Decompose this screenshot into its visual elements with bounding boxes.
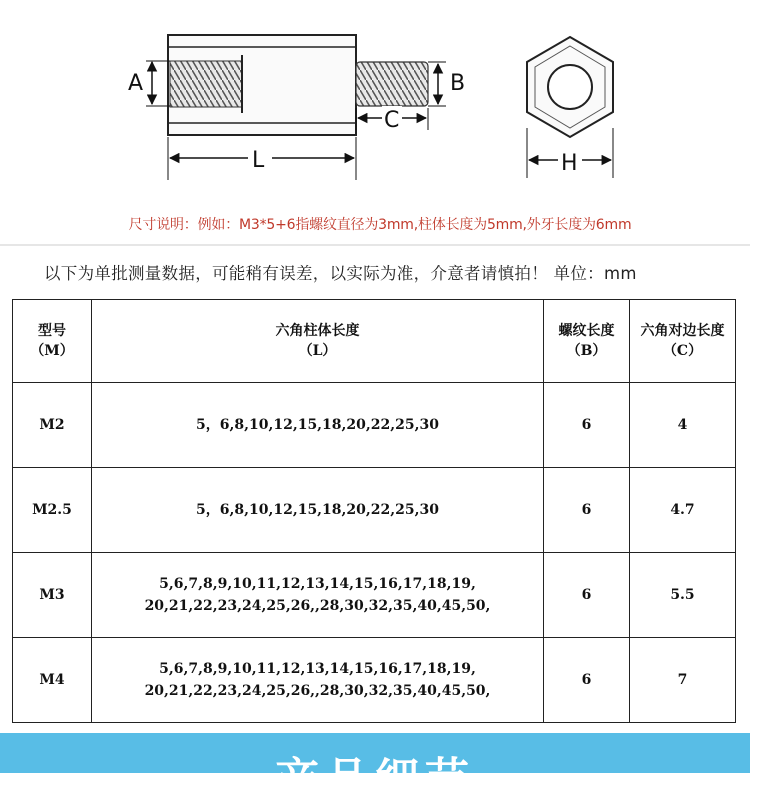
measurement-disclaimer: 以下为单批测量数据，可能稍有误差，以实际为准，介意者请慎拍！ 单位：mm (44, 264, 637, 283)
table-header-row (13, 300, 736, 383)
product-details-banner (0, 733, 750, 805)
label-a: A (128, 71, 144, 96)
cell-hex: 5.5 (630, 553, 736, 638)
table-row (13, 383, 736, 468)
cell-thread: 6 (544, 383, 630, 468)
label-l: L (252, 148, 265, 173)
dimension-c (356, 106, 428, 133)
external-thread (356, 62, 428, 106)
spec-table (12, 299, 736, 723)
cell-length: 5，6,8,10,12,15,18,20,22,25,30 (92, 468, 544, 553)
dimension-l (168, 137, 356, 180)
cell-model: M4 (13, 638, 92, 723)
cell-model: M2 (13, 383, 92, 468)
cell-thread: 6 (544, 553, 630, 638)
cell-hex: 4.7 (630, 468, 736, 553)
banner-title: 产品细节 (275, 754, 475, 805)
divider (0, 244, 750, 246)
header-model: 型号 （M） (13, 300, 92, 383)
table-row (13, 553, 736, 638)
cell-model: M3 (13, 553, 92, 638)
table-row (13, 638, 736, 723)
header-length: 六角柱体长度 （L） (92, 300, 544, 383)
header-thread-length: 螺纹长度 （B） (544, 300, 630, 383)
dimension-note: 尺寸说明：例如：M3*5+6指螺纹直径为3mm,柱体长度为5mm,外牙长度为6mm (128, 217, 632, 233)
cell-hex: 4 (630, 383, 736, 468)
label-h: H (561, 151, 578, 176)
cell-length: 5，6,8,10,12,15,18,20,22,25,30 (92, 383, 544, 468)
label-c: C (384, 108, 400, 133)
table-row (13, 468, 736, 553)
standoff-diagram (0, 0, 750, 245)
cell-thread: 6 (544, 638, 630, 723)
label-b: B (450, 71, 466, 96)
cell-model: M2.5 (13, 468, 92, 553)
cell-thread: 6 (544, 468, 630, 553)
dimension-b (428, 62, 465, 106)
hex-body-side-view (168, 35, 356, 135)
cell-hex: 7 (630, 638, 736, 723)
cell-length: 5,6,7,8,9,10,11,12,13,14,15,16,17,18,19, 20,21,22,23,24,25,26,,28,30,32,35,40,45,50, (92, 638, 544, 723)
dimension-a (128, 61, 170, 106)
header-hex-width: 六角对边长度 （C） (630, 300, 736, 383)
hex-front-view (527, 37, 613, 178)
cell-length: 5,6,7,8,9,10,11,12,13,14,15,16,17,18,19, 20,21,22,23,24,25,26,,28,30,32,35,40,45,50, (92, 553, 544, 638)
